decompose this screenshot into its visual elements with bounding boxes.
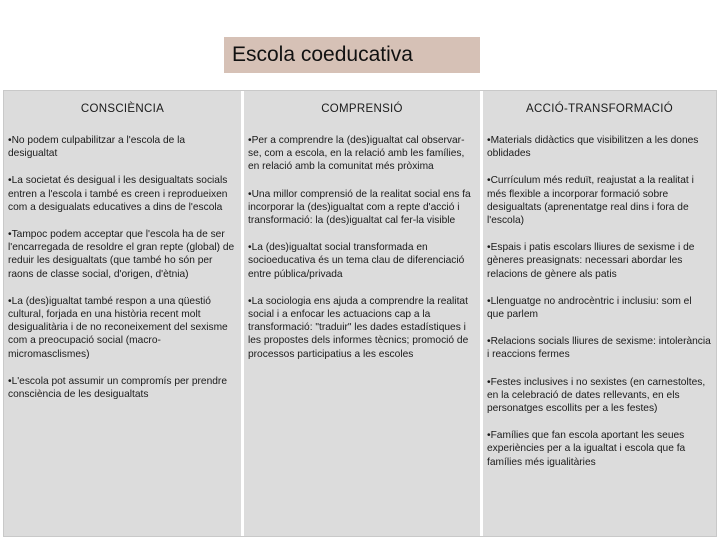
list-item: •La societat és desigual i les desigualtats socials entren a l'escola i també es creen i reprodueixen com a desigualats educatives a dins de l'escola	[8, 175, 228, 213]
list-item: •Espais i patis escolars lliures de sexisme i de gèneres preasignats: necessari abordar les relacions de gènere als patis	[487, 242, 695, 280]
column-list	[8, 134, 236, 415]
column-comprensio	[244, 91, 480, 536]
list-item: •La sociologia ens ajuda a comprendre la realitat social i a enfocar les actuacions cap a la transformació: "traduir" les dades estadístiques i les propostes dels informes tècnics; promoció de processos participatius a les escoles	[248, 295, 469, 360]
column-accio-transformacio	[483, 91, 716, 536]
list-item: •Per a comprendre la (des)igualtat cal observar-se, com a escola, en la relació amb les famílies, en relació amb la comunitat més pròxima	[248, 135, 465, 173]
list-item: •Materials didàctics que visibilitzen a les dones oblidades	[487, 135, 699, 160]
list-item: •L'escola pot assumir un compromís per prendre consciència de les desigualtats	[8, 375, 227, 401]
column-list	[248, 134, 475, 375]
list-item: •Tampoc podem acceptar que l'escola ha de ser l'encarregada de resoldre el gran repte (global) de reduir les desigualtats (que també ho són per raons de classe social, d'origen, d'ètnia)	[8, 229, 235, 280]
column-consciencia	[4, 91, 241, 536]
column-header: CONSCIÈNCIA	[80, 103, 165, 115]
list-item: •No podem culpabilitzar a l'escola de la desigualtat	[8, 135, 186, 160]
column-header: COMPRENSIÓ	[321, 103, 403, 115]
page-title: Escola coeducativa	[232, 43, 413, 66]
list-item: •Festes inclusives i no sexistes (en carnestoltes, en la celebració de dates rellevants, en els personatges escollits per a les festes)	[487, 376, 706, 415]
list-item: •Famílies que fan escola aportant les seues experiències per a la igualtat i escola que fa famílies més igualitàries	[487, 430, 686, 468]
column-list	[487, 134, 711, 483]
column-header: ACCIÓ-TRANSFORMACIÓ	[526, 103, 673, 115]
list-item: •Llenguatge no androcèntric i inclusiu: som el que parlem	[487, 295, 692, 321]
list-item: •La (des)igualtat social transformada en socioeducativa és un tema clau de diferenciació entre pública/privada	[248, 242, 465, 280]
list-item: •Una millor comprensió de la realitat social ens fa incorporar la (des)igualtat com a repte d'acció i transformació: la (des)igualtat cal fer-la visible	[248, 188, 471, 227]
list-item: •Currículum més reduït, reajustat a la realitat i més flexible a incorporar formació sobre desigualtats (aprenentatge real dins i fora de l'escola)	[487, 175, 694, 227]
list-item: •Relacions socials lliures de sexisme: intolerància i reaccions fermes	[487, 336, 711, 361]
content-panel	[3, 90, 717, 537]
list-item: •La (des)igualtat també respon a una qüestió cultural, forjada en una història recent molt desigualitària i de no reconeixement del sexisme com a preocupació social (macro-micromasclismes)	[8, 295, 228, 360]
title-box	[224, 37, 480, 73]
